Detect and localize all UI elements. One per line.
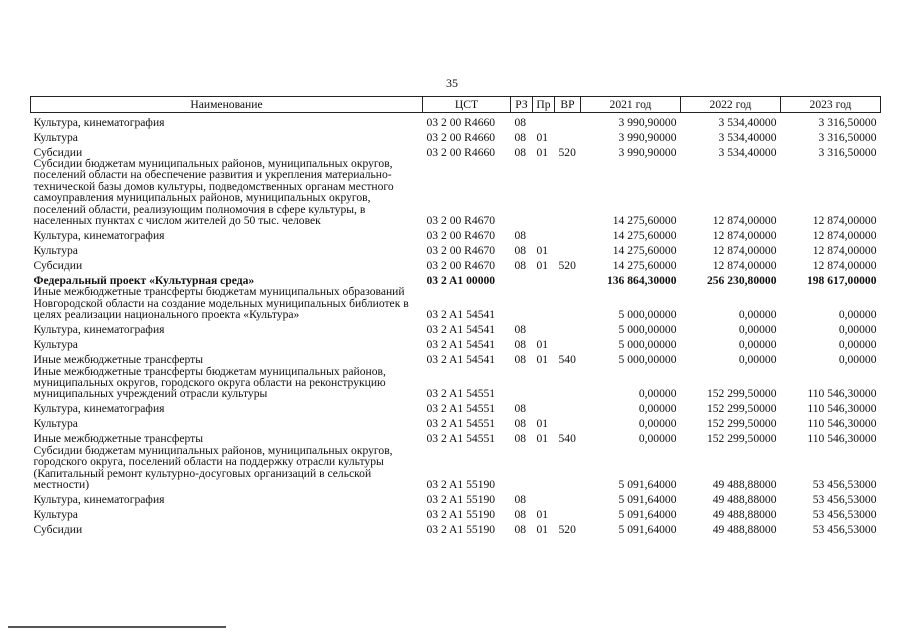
cell-pr — [533, 271, 555, 286]
cell-2022: 12 874,00000 — [712, 214, 777, 228]
cell-cst: 03 2 00 R4660 — [426, 130, 496, 144]
cell-2023: 53 456,53000 — [812, 508, 877, 522]
table-row — [31, 521, 881, 536]
cell-vr — [555, 491, 581, 506]
cell-pr — [533, 491, 555, 506]
cell-2021: 5 091,64000 — [618, 523, 677, 537]
cell-rz — [511, 286, 533, 320]
cell-vr — [555, 271, 581, 286]
cell-pr — [533, 366, 555, 400]
cell-2021: 5 000,00000 — [618, 323, 677, 337]
cell-2022: 0,00000 — [738, 308, 777, 322]
cell-name: Культура — [33, 508, 78, 522]
cell-name: Культура, кинематография — [33, 229, 165, 243]
table-row — [31, 113, 881, 129]
header-name: Наименование — [31, 97, 423, 113]
cell-name: Субсидии — [33, 145, 83, 159]
cell-2023: 12 874,00000 — [812, 214, 877, 228]
cell-name: Субсидии — [33, 523, 83, 537]
table-row — [31, 256, 881, 271]
header-2023: 2023 год — [781, 97, 881, 113]
cell-2022: 49 488,88000 — [712, 523, 777, 537]
cell-2021: 0,00000 — [638, 387, 677, 401]
cell-vr — [555, 226, 581, 241]
cell-rz: 08 — [514, 493, 527, 507]
cell-pr — [533, 226, 555, 241]
cell-cst: 03 2 A1 55190 — [426, 508, 496, 522]
table-row — [31, 430, 881, 445]
cell-vr: 520 — [558, 145, 576, 159]
cell-vr: 520 — [558, 523, 576, 537]
cell-cst: 03 2 A1 54541 — [426, 353, 496, 367]
cell-pr: 01 — [536, 508, 549, 522]
cell-cst: 03 2 00 R4670 — [426, 214, 496, 228]
cell-2021: 5 000,00000 — [618, 338, 677, 352]
cell-2022: 152 299,50000 — [706, 387, 777, 401]
cell-2023: 53 456,53000 — [812, 523, 877, 537]
cell-2022: 152 299,50000 — [706, 402, 777, 416]
cell-2022: 49 488,88000 — [712, 478, 777, 492]
table-row — [31, 286, 881, 320]
cell-2021: 0,00000 — [638, 417, 677, 431]
cell-2022: 12 874,00000 — [712, 244, 777, 258]
cell-2021: 3 990,90000 — [618, 115, 677, 129]
cell-rz — [511, 445, 533, 491]
cell-2023: 0,00000 — [838, 353, 877, 367]
cell-rz: 08 — [514, 353, 527, 367]
cell-pr — [533, 321, 555, 336]
cell-name: Культура — [33, 338, 78, 352]
cell-vr — [555, 445, 581, 491]
cell-2023: 110 546,30000 — [807, 417, 877, 431]
cell-vr — [555, 400, 581, 415]
cell-pr: 01 — [536, 432, 549, 446]
header-pr: Пр — [533, 97, 555, 113]
table-row — [31, 143, 881, 158]
cell-rz: 08 — [514, 417, 527, 431]
cell-vr: 540 — [558, 353, 576, 367]
cell-pr: 01 — [536, 130, 549, 144]
cell-rz: 08 — [514, 259, 527, 273]
cell-2022: 152 299,50000 — [706, 417, 777, 431]
table-row — [31, 128, 881, 143]
cell-pr — [533, 445, 555, 491]
table-row — [31, 445, 881, 491]
cell-2022: 12 874,00000 — [712, 229, 777, 243]
cell-2021: 5 000,00000 — [618, 308, 677, 322]
table-row — [31, 366, 881, 400]
cell-2022: 0,00000 — [738, 323, 777, 337]
cell-2023: 12 874,00000 — [812, 259, 877, 273]
footer-rule — [8, 626, 226, 628]
cell-cst: 03 2 A1 54541 — [426, 323, 496, 337]
cell-vr — [555, 321, 581, 336]
cell-rz — [511, 366, 533, 400]
cell-pr: 01 — [536, 353, 549, 367]
cell-2022: 12 874,00000 — [712, 259, 777, 273]
cell-name: Культура — [33, 130, 78, 144]
cell-rz: 08 — [514, 508, 527, 522]
header-2022: 2022 год — [681, 97, 781, 113]
cell-rz: 08 — [514, 145, 527, 159]
table-header-row — [31, 97, 881, 113]
cell-2021: 3 990,90000 — [618, 145, 677, 159]
cell-2022: 49 488,88000 — [712, 493, 777, 507]
cell-cst: 03 2 00 R4670 — [426, 244, 496, 258]
cell-name: Субсидии — [33, 259, 83, 273]
cell-2023: 198 617,00000 — [806, 274, 877, 288]
cell-2023: 0,00000 — [838, 323, 877, 337]
cell-2021: 5 091,64000 — [618, 493, 677, 507]
cell-cst: 03 2 00 R4670 — [426, 229, 496, 243]
cell-2023: 3 316,50000 — [818, 115, 877, 129]
cell-name: Культура, кинематография — [33, 115, 165, 129]
cell-2023: 110 546,30000 — [807, 387, 877, 401]
cell-rz — [511, 271, 533, 286]
cell-cst: 03 2 00 R4660 — [426, 115, 496, 129]
header-cst: ЦСТ — [423, 97, 511, 113]
cell-rz: 08 — [514, 115, 527, 129]
cell-rz: 08 — [514, 229, 527, 243]
table-row — [31, 491, 881, 506]
cell-2021: 5 000,00000 — [618, 353, 677, 367]
cell-vr — [555, 158, 581, 226]
cell-cst: 03 2 A1 00000 — [426, 274, 496, 288]
cell-cst: 03 2 A1 54541 — [426, 308, 496, 322]
cell-vr — [555, 286, 581, 320]
cell-vr — [555, 336, 581, 351]
cell-2021: 3 990,90000 — [618, 130, 677, 144]
cell-name: Культура, кинематография — [33, 323, 165, 337]
cell-name: Иные межбюджетные трансферты бюджетам муниципальных районов, муниципальных округов, городского округа области на реконструкцию муниципальных учреждений отрасли культуры — [33, 364, 386, 401]
cell-name: Иные межбюджетные трансферты бюджетам муниципальных образований Новгородской области на создание модельных муниципальных библиотек в целях реализации национального проекта «Культура» — [33, 285, 409, 322]
cell-2023: 53 456,53000 — [812, 493, 877, 507]
cell-2023: 53 456,53000 — [812, 478, 877, 492]
header-vr: ВР — [555, 97, 581, 113]
table-row — [31, 226, 881, 241]
cell-2023: 12 874,00000 — [812, 244, 877, 258]
cell-vr — [555, 506, 581, 521]
cell-2021: 136 864,30000 — [606, 274, 677, 288]
header-2021: 2021 год — [581, 97, 681, 113]
cell-rz — [511, 158, 533, 226]
cell-2022: 0,00000 — [738, 338, 777, 352]
cell-pr: 01 — [536, 145, 549, 159]
cell-2021: 14 275,60000 — [612, 259, 677, 273]
table-row — [31, 351, 881, 366]
cell-2023: 3 316,50000 — [818, 145, 877, 159]
cell-2022: 3 534,40000 — [718, 130, 777, 144]
cell-cst: 03 2 00 R4670 — [426, 259, 496, 273]
cell-pr: 01 — [536, 417, 549, 431]
cell-pr: 01 — [536, 338, 549, 352]
cell-pr: 01 — [536, 523, 549, 537]
cell-cst: 03 2 00 R4660 — [426, 145, 496, 159]
cell-2022: 49 488,88000 — [712, 508, 777, 522]
cell-rz: 08 — [514, 244, 527, 258]
cell-vr: 520 — [558, 259, 576, 273]
cell-pr: 01 — [536, 259, 549, 273]
cell-2021: 0,00000 — [638, 402, 677, 416]
cell-name: Культура — [33, 244, 78, 258]
table-row — [31, 506, 881, 521]
cell-pr: 01 — [536, 244, 549, 258]
table-row — [31, 336, 881, 351]
cell-2021: 0,00000 — [638, 432, 677, 446]
cell-rz: 08 — [514, 402, 527, 416]
cell-2022: 0,00000 — [738, 353, 777, 367]
cell-cst: 03 2 A1 54551 — [426, 402, 496, 416]
table-row — [31, 400, 881, 415]
cell-vr: 540 — [558, 432, 576, 446]
cell-vr — [555, 415, 581, 430]
cell-pr — [533, 400, 555, 415]
cell-cst: 03 2 A1 55190 — [426, 493, 496, 507]
cell-vr — [555, 366, 581, 400]
cell-rz: 08 — [514, 130, 527, 144]
cell-name: Федеральный проект «Культурная среда» — [33, 274, 255, 288]
cell-name: Субсидии бюджетам муниципальных районов, муниципальных округов, поселений области на обеспечение развития и укрепления материально-технической базы домов культуры, подведомственных органам местного самоуправления муниципальных районов, муниципальных округов, поселений области, реализующим полномочия в сфере культуры, в населенных пунктах с числом жителей до 50 тыс. человек — [33, 157, 394, 228]
budget-table — [30, 96, 881, 536]
cell-cst: 03 2 A1 55190 — [426, 478, 496, 492]
cell-cst: 03 2 A1 54541 — [426, 338, 496, 352]
cell-2021: 14 275,60000 — [612, 244, 677, 258]
table-body — [31, 113, 881, 536]
cell-2021: 14 275,60000 — [612, 214, 677, 228]
header-rz: РЗ — [511, 97, 533, 113]
cell-name: Культура — [33, 417, 78, 431]
cell-vr — [555, 113, 581, 129]
cell-name: Культура, кинематография — [33, 402, 165, 416]
cell-vr — [555, 241, 581, 256]
cell-2023: 0,00000 — [838, 338, 877, 352]
cell-pr — [533, 286, 555, 320]
cell-rz: 08 — [514, 432, 527, 446]
cell-name: Культура, кинематография — [33, 493, 165, 507]
cell-vr — [555, 128, 581, 143]
cell-2022: 152 299,50000 — [706, 432, 777, 446]
cell-rz: 08 — [514, 323, 527, 337]
cell-name: Иные межбюджетные трансферты — [33, 353, 204, 367]
cell-pr — [533, 158, 555, 226]
cell-2021: 5 091,64000 — [618, 508, 677, 522]
cell-rz: 08 — [514, 338, 527, 352]
page-number: 35 — [446, 76, 458, 90]
cell-2022: 3 534,40000 — [718, 145, 777, 159]
cell-2021: 14 275,60000 — [612, 229, 677, 243]
table-row — [31, 415, 881, 430]
cell-cst: 03 2 A1 54551 — [426, 432, 496, 446]
cell-2023: 0,00000 — [838, 308, 877, 322]
table-row — [31, 271, 881, 286]
cell-2022: 3 534,40000 — [718, 115, 777, 129]
table-row — [31, 158, 881, 226]
cell-2023: 110 546,30000 — [807, 402, 877, 416]
cell-rz: 08 — [514, 523, 527, 537]
cell-cst: 03 2 A1 54551 — [426, 417, 496, 431]
cell-name: Иные межбюджетные трансферты — [33, 432, 204, 446]
cell-cst: 03 2 A1 54551 — [426, 387, 496, 401]
cell-2023: 12 874,00000 — [812, 229, 877, 243]
cell-2021: 5 091,64000 — [618, 478, 677, 492]
cell-cst: 03 2 A1 55190 — [426, 523, 496, 537]
cell-2023: 3 316,50000 — [818, 130, 877, 144]
cell-2023: 110 546,30000 — [807, 432, 877, 446]
table-row — [31, 241, 881, 256]
cell-2022: 256 230,80000 — [706, 274, 777, 288]
cell-pr — [533, 113, 555, 129]
table-row — [31, 321, 881, 336]
cell-name: Субсидии бюджетам муниципальных районов, муниципальных округов, городского округа, поселений области на поддержку отрасли культуры (Капитальный ремонт культурно-досуговых организаций в сельской местности) — [33, 443, 393, 492]
